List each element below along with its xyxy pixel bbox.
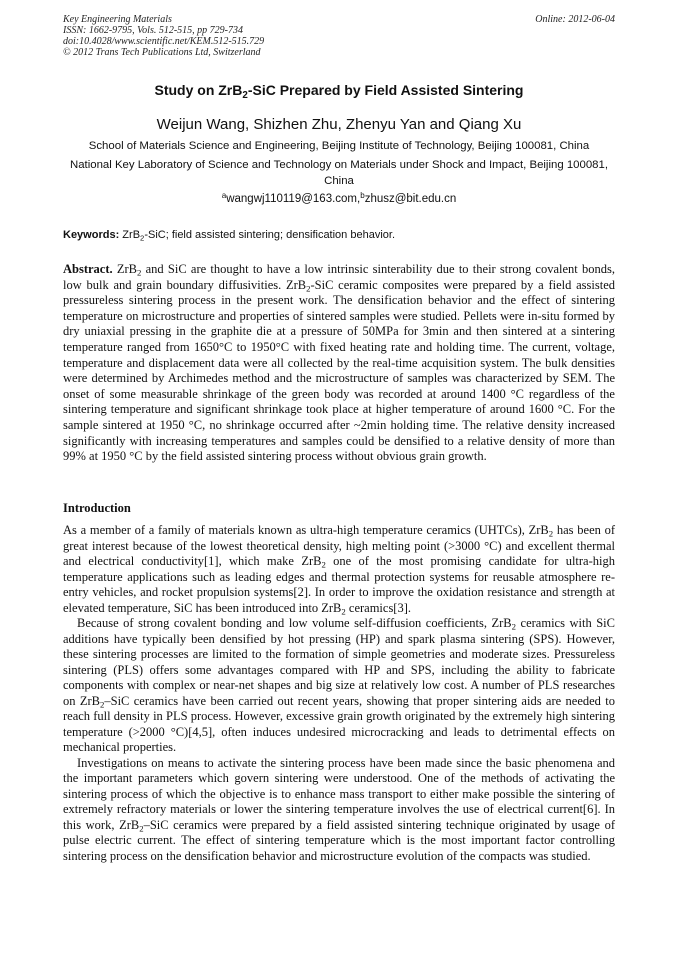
email-marker-b: b <box>360 190 365 200</box>
affiliation-2: National Key Laboratory of Science and Technology on Materials under Shock and Impact, Beijing 100081, China <box>69 159 609 187</box>
abstract-sub-2: 2 <box>306 283 311 294</box>
p3-text-1: Investigations on means to activate the sintering process have been made since the basic phenomena and the important parameters which govern sintering were understood. One of the methods of activating the sintering process of which the objective is to enhance mass transport to either make possible the sintering of extremely refractory materials or lower the sintering temperature involves the use of electrical current[6]. In this work, ZrB <box>63 755 615 832</box>
abstract-sub-1: 2 <box>137 267 142 278</box>
online-date: Online: 2012-06-04 <box>535 14 615 25</box>
doi-line: doi:10.4028/www.scientific.net/KEM.512-515.729 <box>63 36 265 47</box>
intro-paragraph-1 <box>63 523 615 616</box>
p2-text-1: Because of strong covalent bonding and low volume self-diffusion coefficients, ZrB <box>77 616 512 630</box>
title-text: Study on ZrB <box>154 82 243 98</box>
title-text-end: -SiC Prepared by Field Assisted Sintering <box>247 82 524 98</box>
affiliation-1: School of Materials Science and Engineering, Beijing Institute of Technology, Beijing 100081, China <box>88 140 590 152</box>
keywords-text: ZrB <box>119 229 141 241</box>
title-subscript: 2 <box>242 89 248 101</box>
p2-sub-2: 2 <box>100 699 105 710</box>
p1-sub-3: 2 <box>341 606 346 617</box>
keywords-subscript: 2 <box>140 233 145 243</box>
journal-header <box>63 14 615 58</box>
p1-text-1: As a member of a family of materials known as ultra-high temperature ceramics (UHTCs), ZrB <box>63 523 549 537</box>
introduction-body <box>63 523 615 864</box>
abstract-text-1: ZrB <box>112 262 138 276</box>
p2-text-3: –SiC ceramics have been carried out recent years, showing that proper sintering aids are needed to reach full density in PLS process. However, excessive grain growth originated by the extremely high sintering temperature (>2000 °C)[4,5], often induces undesired microcracking and leads to detrimental effects on mechanical properties. <box>63 693 615 754</box>
p1-text-3: one of the most promising candidate for ultra-high temperature applications such as leading edges and thermal protection systems for reusable atmosphere re-entry vehicles, and rocket propulsion systems[2]. In order to improve the oxidation resistance and strength at elevated temperature, SiC has been introduced into ZrB <box>63 554 615 615</box>
journal-name: Key Engineering Materials <box>63 14 172 25</box>
abstract <box>63 262 615 465</box>
p1-sub-1: 2 <box>548 528 554 539</box>
keywords-label: Keywords: <box>63 229 120 241</box>
keywords-text-end: -SiC; field assisted sintering; densification behavior. <box>144 229 395 241</box>
issn-line: ISSN: 1662-9795, Vols. 512-515, pp 729-734 <box>63 25 243 36</box>
email-b: zhusz@bit.edu.cn <box>364 193 457 205</box>
intro-paragraph-3 <box>63 756 615 865</box>
keywords <box>63 229 615 241</box>
paper-title <box>0 82 678 101</box>
email-line <box>0 190 678 205</box>
email-a: wangwj110119@163.com, <box>226 193 361 205</box>
p2-text-2: ceramics with SiC additions have typically been densified by hot pressing (HP) and spark plasma sintering (SPS). However, these sintering processes are limited to the formation of simple geometries and moderate sizes. Pressureless sintering (PLS) offers some advantages compared with HP and SPS, including the ability to fabricate components with complex or near-net shapes and big size at relatively low cost. A number of PLS researches on ZrB <box>63 616 615 708</box>
copyright-line: © 2012 Trans Tech Publications Ltd, Switzerland <box>63 47 261 58</box>
abstract-text-2: and SiC are thought to have a low intrinsic sinterability due to their strong covalent bonds, low bulk and grain boundary diffusivities. ZrB <box>63 262 615 292</box>
p3-sub-1: 2 <box>139 823 144 834</box>
p3-text-2: –SiC ceramics were prepared by a field assisted sintering technique originated by usage of pulse electric current. The effect of sintering temperature which is the most important factor controlling sintering process on the densification behavior and microstructure evolution of the compacts was studied. <box>63 817 615 863</box>
email-marker-a: a <box>221 190 227 200</box>
p1-sub-2: 2 <box>321 559 326 570</box>
p2-sub-1: 2 <box>511 621 517 632</box>
abstract-text-3: -SiC ceramic composites were prepared by a field assisted pressureless sintering process in the present work. The densification behavior and the effect of sintering temperature on microstructure and properties of sintered samples were studied. Pellets were in-situ formed by dry uniaxial pressing in the graphite die at a pressure of 50MPa for 3min and then sintered at a sintering temperature ranged from 1650°C to 1950°C with fixed heating rate and holding time. The current, voltage, temperature and displacement data were all collected by the real-time acquisition system. The bulk densities were determined by Archimedes method and the microstructure of samples was characterized by SEM. The onset of some measurable shrinkage of the green body was recorded at around 1400 °C regardless of the sintering temperature and significant shrinkage took place at higher temperature of around 1600 °C. For the sample sintered at 1950 °C, no shrinkage occurred after ~2min holding time. The relative density increased significantly with increasing temperatures and samples could be densified to a relative density of more than 99% at 1950 °C by the field assisted sintering process without obvious grain growth. <box>63 277 615 464</box>
author-list: Weijun Wang, Shizhen Zhu, Zhenyu Yan and Qiang Xu <box>156 116 522 133</box>
intro-paragraph-2 <box>63 616 615 756</box>
p1-text-4: ceramics[3]. <box>345 600 412 615</box>
abstract-label: Abstract. <box>63 262 113 276</box>
p1-text-2: has been of great interest because of the lowest theoretical density, high melting point (>3000 °C) and excellent thermal and electrical conductivity[1], which make ZrB <box>63 523 616 568</box>
introduction-heading: Introduction <box>63 501 131 515</box>
